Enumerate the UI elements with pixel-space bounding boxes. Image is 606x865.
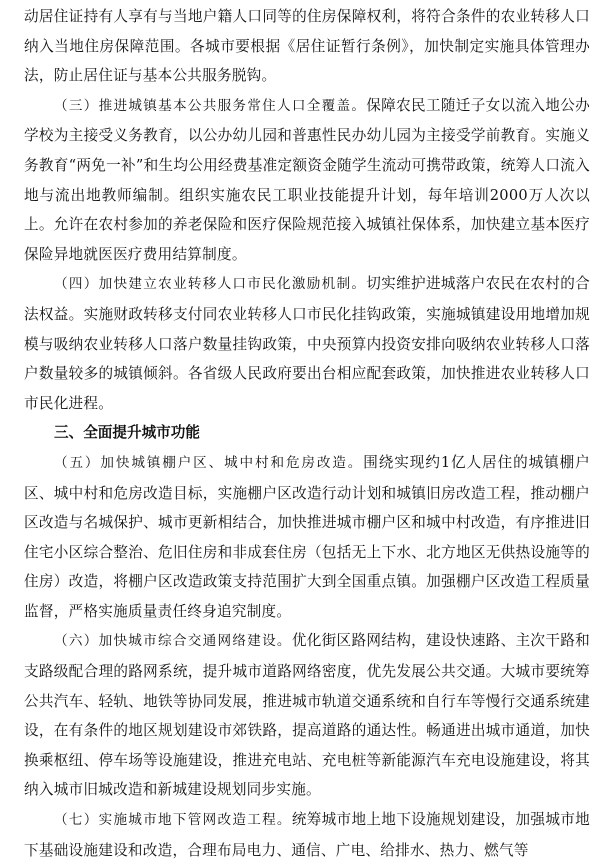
item-6-lead: （六）加快城市综合交通网络建设。: [54, 633, 292, 650]
paragraph-item-4: [24, 269, 590, 418]
section-3-heading: 三、全面提升城市功能: [54, 424, 200, 442]
item-4-lead: （四）加快建立农业转移人口市民化激励机制。: [54, 276, 367, 293]
item-7-lead: （七）实施城市地下管网改造工程。: [54, 812, 292, 829]
item-6-body: 优化街区路网结构，建设快速路、主次干路和支路级配合理的路网系统，提升城市道路网络密度，优先发展公共交通。大城市要统筹公共汽车、轻轨、地铁等协同发展，推进城市轨道交通系统和自行车等慢行交通系统建设，在有条件的地区规划建设市郊铁路，提高道路的通达性。畅通进出城市通道，加快换乘枢纽、停车场等设施建设，推进充电站、充电桩等新能源汽车充电设施建设，将其纳入城市旧城改造和新城建设规划同步实施。: [24, 632, 590, 799]
item-3-lead: （三）推进城镇基本公共服务常住人口全覆盖。: [54, 97, 367, 114]
paragraph-item-7: [24, 805, 590, 865]
item-3-body: 保障农民工随迁子女以流入地公办学校为主接受义务教育，以公办幼儿园和普惠性民办幼儿园为主接受学前教育。实施义务教育“两免一补”和生均公用经费基准定额资金随学生流动可携带政策，统筹人口流入地与流出地教师编制。组织实施农民工职业技能提升计划，每年培训2000万人次以上。允许在农村参加的养老保险和医疗保险规范接入城镇社保体系，加快建立基本医疗保险异地就医医疗费用结算制度。: [24, 96, 590, 263]
item-5-body: 围绕实现约1亿人居住的城镇棚户区、城中村和危房改造目标，实施棚户区改造行动计划和城镇旧房改造工程，推动棚户区改造与名城保护、城市更新相结合，加快推进城市棚户区和城中村改造，有序推进旧住宅小区综合整治、危旧住房和非成套住房（包括无上下水、北方地区无供热设施等的住房）改造，将棚户区改造政策支持范围扩大到全国重点镇。加强棚户区改造工程质量监督，严格实施质量责任终身追究制度。: [24, 453, 590, 620]
paragraph-item-3: [24, 91, 590, 270]
paragraph-intro: 动居住证持有人享有与当地户籍人口同等的住房保障权利，将符合条件的农业转移人口纳入当地住房保障范围。各城市要根据《居住证暂行条例》，加快制定实施具体管理办法，防止居住证与基本公共服务脱钩。: [24, 8, 590, 85]
item-4-body: 切实维护进城落户农民在农村的合法权益。实施财政转移支付同农业转移人口市民化挂钩政策，实施城镇建设用地增加规模与吸纳农业转移人口落户数量挂钩政策，中央预算内投资安排向吸纳农业转移人口落户数量较多的城镇倾斜。各省级人民政府要出台相应配套政策，加快推进农业转移人口市民化进程。: [24, 275, 590, 412]
paragraph-item-6: [24, 626, 590, 805]
item-7-body: 统筹城市地上地下设施规划建设，加强城市地下基础设施建设和改造，合理布局电力、通信、广电、给排水、热力、燃气等: [24, 811, 590, 859]
item-5-lead: （五）加快城镇棚户区、城中村和危房改造。: [54, 454, 364, 471]
paragraph-item-5: [24, 448, 590, 627]
